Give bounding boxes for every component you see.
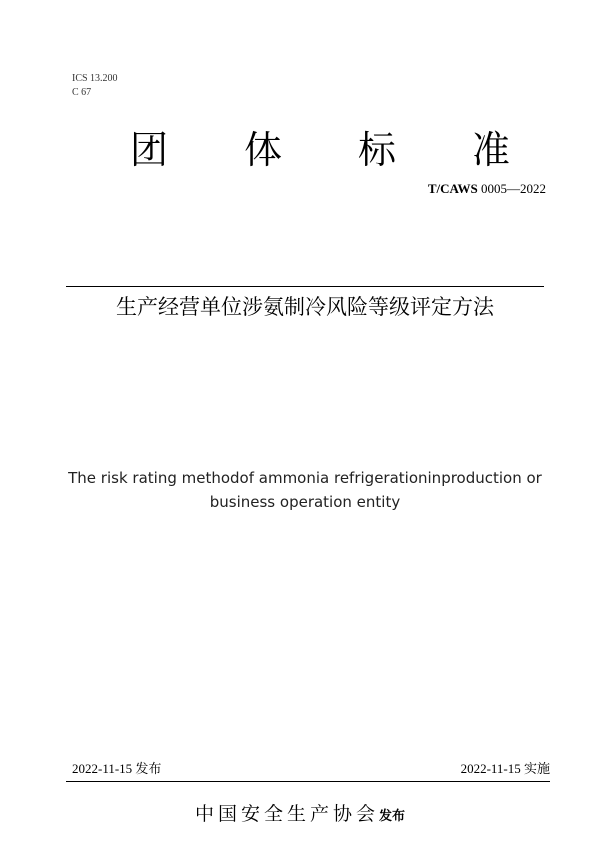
heading-char-2: 体 [243, 128, 282, 172]
title-en-line-2: business operation entity [209, 493, 401, 511]
publisher-org: 中国安全生产协会 [194, 803, 379, 825]
ccs-code: C 67 [72, 87, 92, 98]
document-title-en [60, 466, 550, 514]
document-title-cn: 生产经营单位涉氨制冷风险等级评定方法 [116, 295, 494, 319]
title-en-line-1: The risk rating methodof ammonia refrigerationinproduction or [68, 469, 542, 487]
standard-type-heading [130, 128, 510, 172]
publish-date: 2022-11-15 发布 [72, 761, 162, 776]
publisher-suffix: 发布 [379, 809, 406, 824]
top-divider [66, 286, 544, 287]
classification-codes [72, 72, 118, 100]
heading-char-1: 团 [130, 128, 169, 172]
bottom-divider [66, 781, 550, 782]
standard-number-value: 0005—2022 [481, 181, 546, 196]
implement-date: 2022-11-15 实施 [460, 761, 550, 776]
publisher-line [0, 800, 600, 831]
standard-code: T/CAWS [427, 181, 478, 196]
ics-code: ICS 13.200 [72, 73, 118, 84]
standard-number [428, 181, 546, 197]
heading-char-3: 标 [357, 128, 396, 172]
heading-char-4: 准 [471, 128, 510, 172]
